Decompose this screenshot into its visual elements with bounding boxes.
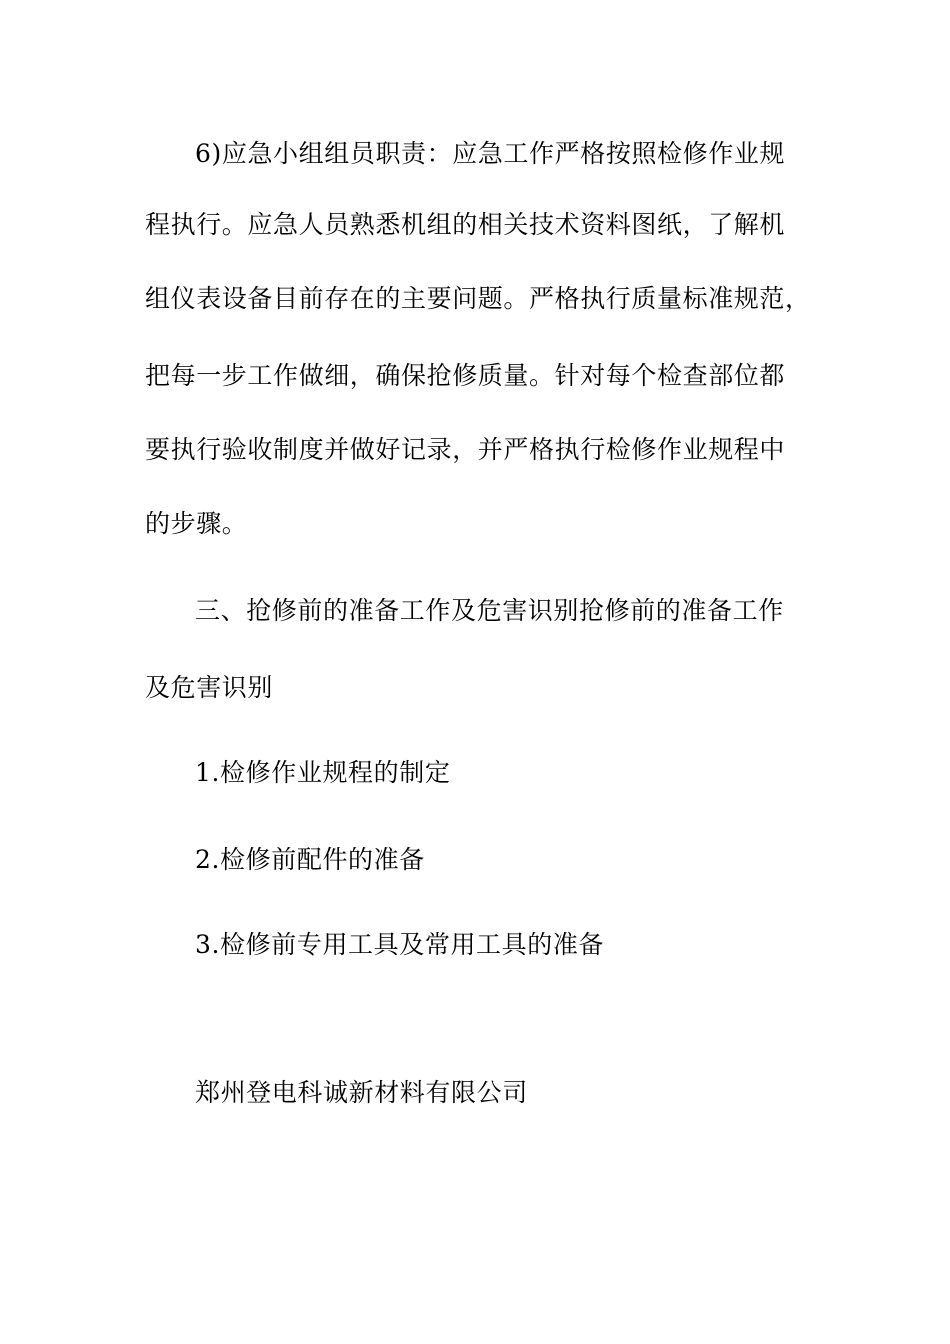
paragraph-line: 组仪表设备目前存在的主要问题。严格执行质量标准规范， <box>145 284 811 313</box>
paragraph-line: 要执行验收制度并做好记录，并严格执行检修作业规程中 <box>145 435 786 464</box>
heading-line: 及危害识别 <box>145 673 274 702</box>
list-item: 1.检修作业规程的制定 <box>195 758 451 787</box>
paragraph-line: 把每一步工作做细，确保抢修质量。针对每个检查部位都 <box>145 361 786 390</box>
heading-line: 三、抢修前的准备工作及危害识别抢修前的准备工作 <box>195 596 784 625</box>
paragraph-line: 6)应急小组组员职责：应急工作严格按照检修作业规 <box>195 139 786 168</box>
paragraph-line: 程执行。应急人员熟悉机组的相关技术资料图纸，了解机 <box>145 210 786 239</box>
paragraph-line: 的步骤。 <box>145 509 248 538</box>
company-name: 郑州登电科诚新材料有限公司 <box>195 1078 528 1107</box>
list-item: 2.检修前配件的准备 <box>195 845 425 874</box>
list-item: 3.检修前专用工具及常用工具的准备 <box>195 930 605 959</box>
